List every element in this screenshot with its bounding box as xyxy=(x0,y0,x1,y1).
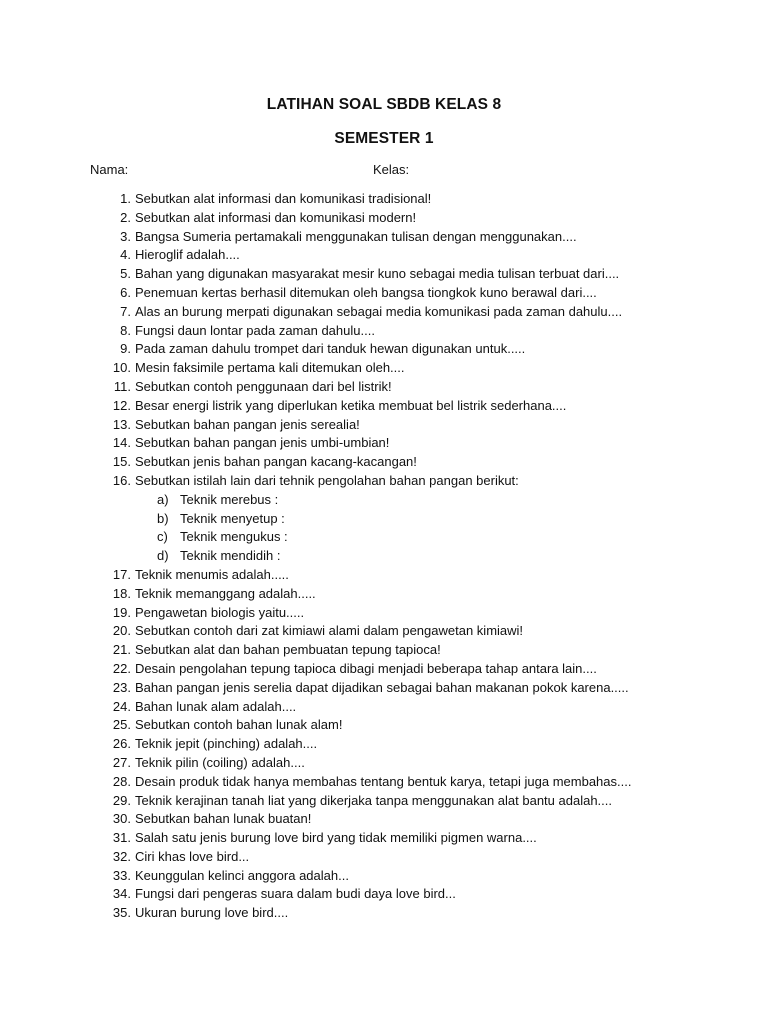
question-item xyxy=(0,698,768,717)
sub-item xyxy=(0,510,768,529)
question-item xyxy=(0,735,768,754)
question-item xyxy=(0,904,768,923)
question-number: 6. xyxy=(120,284,131,300)
nama-label: Nama: xyxy=(90,162,129,177)
question-item xyxy=(0,265,768,284)
question-item xyxy=(0,585,768,604)
question-item xyxy=(0,792,768,811)
question-item xyxy=(0,284,768,303)
question-list xyxy=(0,190,768,923)
question-number: 29. xyxy=(112,792,131,808)
question-text: Keunggulan kelinci anggora adalah... xyxy=(135,867,349,883)
question-number: 25. xyxy=(112,717,131,733)
sub-item xyxy=(0,528,768,547)
question-text: Alas an burung merpati digunakan sebagai media komunikasi pada zaman dahulu.... xyxy=(135,303,623,319)
question-number: 2. xyxy=(120,209,131,225)
sub-item-letter: c) xyxy=(157,529,168,545)
question-text: Teknik memanggang adalah..... xyxy=(135,585,316,601)
question-text: Sebutkan jenis bahan pangan kacang-kacangan! xyxy=(135,454,417,470)
question-text: Mesin faksimile pertama kali ditemukan oleh.... xyxy=(135,360,405,376)
question-item xyxy=(0,340,768,359)
question-number: 13. xyxy=(112,416,131,432)
question-text: Sebutkan alat dan bahan pembuatan tepung tapioca! xyxy=(135,642,441,658)
question-number: 7. xyxy=(120,303,131,319)
question-number: 31. xyxy=(112,830,131,846)
question-number: 18. xyxy=(112,585,131,601)
document-title: LATIHAN SOAL SBDB KELAS 8 xyxy=(266,96,502,113)
question-item xyxy=(0,303,768,322)
question-item xyxy=(0,867,768,886)
question-item xyxy=(0,397,768,416)
question-number: 20. xyxy=(112,623,131,639)
question-number: 8. xyxy=(120,322,131,338)
question-item xyxy=(0,622,768,641)
question-number: 30. xyxy=(112,811,131,827)
question-item xyxy=(0,810,768,829)
question-number: 14. xyxy=(112,435,131,451)
question-number: 15. xyxy=(112,454,131,470)
question-text: Sebutkan contoh penggunaan dari bel listrik! xyxy=(135,378,392,394)
question-item xyxy=(0,716,768,735)
document-subtitle: SEMESTER 1 xyxy=(334,130,434,147)
question-number: 5. xyxy=(120,266,131,282)
question-number: 19. xyxy=(112,604,131,620)
question-number: 17. xyxy=(112,566,131,582)
question-number: 34. xyxy=(112,886,131,902)
question-number: 1. xyxy=(120,191,131,206)
question-number: 28. xyxy=(112,773,131,789)
question-item xyxy=(0,322,768,341)
question-item xyxy=(0,416,768,435)
question-number: 16. xyxy=(112,472,131,488)
question-item xyxy=(0,660,768,679)
question-text: Sebutkan bahan lunak buatan! xyxy=(135,811,312,827)
sub-item-letter: a) xyxy=(157,491,169,507)
question-text: Ukuran burung love bird.... xyxy=(135,905,289,921)
kelas-label: Kelas: xyxy=(373,162,410,177)
sub-item-letter: b) xyxy=(157,510,169,526)
question-number: 3. xyxy=(120,228,131,244)
question-number: 26. xyxy=(112,736,131,752)
sub-item-text: Teknik merebus : xyxy=(180,491,279,507)
question-text: Pengawetan biologis yaitu..... xyxy=(135,604,305,620)
question-number: 22. xyxy=(112,660,131,676)
question-text: Desain produk tidak hanya membahas tentang bentuk karya, tetapi juga membahas.... xyxy=(135,773,632,789)
question-number: 11. xyxy=(113,378,131,394)
sub-item-text: Teknik mendidih : xyxy=(180,548,281,564)
question-item xyxy=(0,378,768,397)
question-text: Sebutkan alat informasi dan komunikasi tradisional! xyxy=(135,191,432,206)
question-text: Teknik menumis adalah..... xyxy=(135,566,289,582)
question-number: 10. xyxy=(112,360,131,376)
question-item xyxy=(0,679,768,698)
sub-item-letter: d) xyxy=(157,548,169,564)
question-item xyxy=(0,434,768,453)
question-number: 9. xyxy=(120,341,131,357)
question-text: Teknik pilin (coiling) adalah.... xyxy=(135,754,305,770)
question-number: 33. xyxy=(112,867,131,883)
question-text: Fungsi dari pengeras suara dalam budi daya love bird... xyxy=(135,886,456,902)
question-item xyxy=(0,773,768,792)
sub-item-text: Teknik mengukus : xyxy=(180,529,288,545)
question-text: Sebutkan bahan pangan jenis serealia! xyxy=(135,416,360,432)
question-text: Pada zaman dahulu trompet dari tanduk hewan digunakan untuk..... xyxy=(135,341,526,357)
question-number: 23. xyxy=(112,679,131,695)
question-item xyxy=(0,472,768,491)
question-text: Sebutkan contoh bahan lunak alam! xyxy=(135,717,343,733)
question-text: Desain pengolahan tepung tapioca dibagi menjadi beberapa tahap antara lain.... xyxy=(135,660,597,676)
question-text: Bahan pangan jenis serelia dapat dijadikan sebagai bahan makanan pokok karena..... xyxy=(135,679,629,695)
question-text: Teknik jepit (pinching) adalah.... xyxy=(135,736,318,752)
question-text: Salah satu jenis burung love bird yang tidak memiliki pigmen warna.... xyxy=(135,830,537,846)
question-item xyxy=(0,209,768,228)
question-item xyxy=(0,228,768,247)
question-number: 35. xyxy=(112,905,131,921)
question-number: 12. xyxy=(112,397,131,413)
question-item xyxy=(0,641,768,660)
question-item xyxy=(0,885,768,904)
question-item xyxy=(0,359,768,378)
question-number: 4. xyxy=(120,247,131,263)
question-number: 27. xyxy=(112,754,131,770)
question-item xyxy=(0,848,768,867)
question-text: Sebutkan alat informasi dan komunikasi modern! xyxy=(135,209,417,225)
question-text: Sebutkan istilah lain dari tehnik pengolahan bahan pangan berikut: xyxy=(135,472,519,488)
question-number: 32. xyxy=(112,848,131,864)
question-text: Bahan yang digunakan masyarakat mesir kuno sebagai media tulisan terbuat dari.... xyxy=(135,266,620,282)
question-item xyxy=(0,246,768,265)
question-item xyxy=(0,754,768,773)
question-number: 24. xyxy=(112,698,131,714)
question-item xyxy=(0,604,768,623)
question-text: Fungsi daun lontar pada zaman dahulu.... xyxy=(135,322,375,338)
sub-item xyxy=(0,547,768,566)
question-text: Penemuan kertas berhasil ditemukan oleh bangsa tiongkok kuno berawal dari.... xyxy=(135,284,597,300)
question-item xyxy=(0,829,768,848)
question-item xyxy=(0,453,768,472)
question-text: Sebutkan bahan pangan jenis umbi-umbian! xyxy=(135,435,390,451)
question-text: Bangsa Sumeria pertamakali menggunakan tulisan dengan menggunakan.... xyxy=(135,228,577,244)
question-text: Ciri khas love bird... xyxy=(135,848,250,864)
question-text: Bahan lunak alam adalah.... xyxy=(135,698,297,714)
question-text: Hieroglif adalah.... xyxy=(135,247,240,263)
question-item xyxy=(0,190,768,209)
question-text: Sebutkan contoh dari zat kimiawi alami dalam pengawetan kimiawi! xyxy=(135,623,524,639)
question-number: 21. xyxy=(112,642,131,658)
question-text: Teknik kerajinan tanah liat yang dikerjaka tanpa menggunakan alat bantu adalah.... xyxy=(135,792,612,808)
question-item xyxy=(0,566,768,585)
sub-item-text: Teknik menyetup : xyxy=(180,510,285,526)
sub-item xyxy=(0,491,768,510)
question-text: Besar energi listrik yang diperlukan ketika membuat bel listrik sederhana.... xyxy=(135,397,567,413)
